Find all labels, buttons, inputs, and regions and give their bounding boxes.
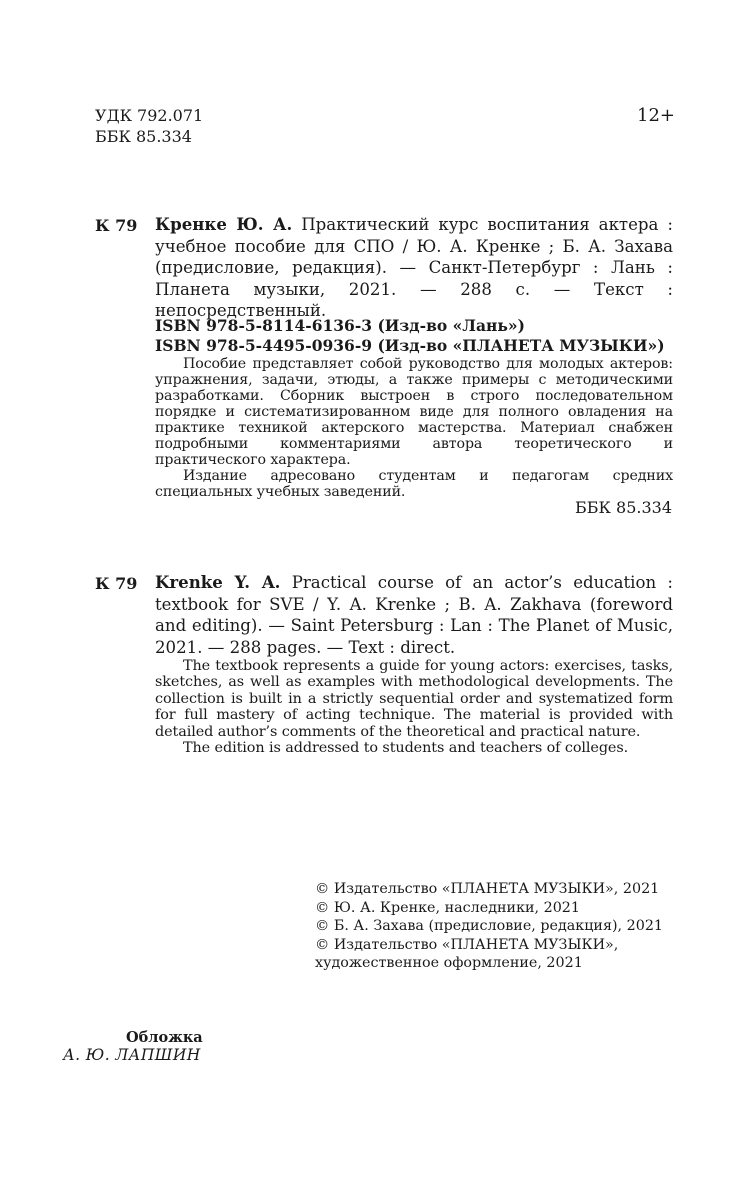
en-classification-code: К 79 xyxy=(95,574,138,593)
ru-bibliographic-entry xyxy=(155,214,673,322)
copyright-line: © Ю. А. Кренке, наследники, 2021 xyxy=(315,899,581,916)
copyright-block xyxy=(315,880,663,973)
copyright-line: © Издательство «ПЛАНЕТА МУЗЫКИ», 2021 xyxy=(315,881,660,897)
udk-code: УДК 792.071 xyxy=(95,106,204,125)
ru-classification-code: К 79 xyxy=(95,216,138,235)
en-annotation-1: The textbook represents a guide for young actors: exercises, tasks, sketches, as well as examples with methodological developments. The collection is built in a strictly sequential order and systematized form for full mastery of acting technique. The material is provided with detailed author’s comments of the theoretical and practical nature. xyxy=(155,658,673,740)
cover-designer: А. Ю. ЛАПШИН xyxy=(63,1046,201,1064)
ru-author: Кренке Ю. А. xyxy=(155,214,293,234)
ru-bbk-footer: ББК 85.334 xyxy=(575,498,672,517)
cover-label: Обложка xyxy=(126,1029,203,1046)
en-bibliographic-entry xyxy=(155,572,673,756)
ru-annotation-2: Издание адресовано студентам и педагогам средних специальных учебных заведений. xyxy=(155,468,673,500)
copyright-line: © Б. А. Захава (предисловие, редакция), 2021 xyxy=(315,918,664,934)
copyright-line: художественное оформление, 2021 xyxy=(315,955,583,971)
en-author: Krenke Y. A. xyxy=(155,572,281,592)
copyright-line: © Издательство «ПЛАНЕТА МУЗЫКИ», xyxy=(315,936,619,953)
ru-citation xyxy=(155,214,673,322)
en-citation-text: Practical course of an actor’s education : textbook for SVE / Y. A. Krenke ; B. A. Zakhava (foreword and editing). — Saint Petersburg : Lan : The Planet of Music, 2021. — 288 pages. — Text : direct. xyxy=(155,573,673,657)
bbk-code: ББК 85.334 xyxy=(95,127,192,146)
ru-citation-text: Практический курс воспитания актера : учебное пособие для СПО / Ю. А. Кренке ; Б. А. Захава (предисловие, редакция). — Санкт-Петербург : Лань : Планета музыки, 2021. — 288 с. — Текст : непосредственный. xyxy=(155,215,673,320)
en-annotation-2: The edition is addressed to students and teachers of colleges. xyxy=(183,740,629,757)
isbn-lan: ISBN 978-5-8114-6136-3 (Изд-во «Лань») xyxy=(155,316,525,335)
age-rating: 12+ xyxy=(637,105,675,126)
header-codes xyxy=(95,105,203,147)
ru-isbn-block xyxy=(155,316,673,500)
en-citation xyxy=(155,572,673,658)
ru-annotation-1: Пособие представляет собой руководство для молодых актеров: упражнения, задачи, этюды, а также примеры с методическими разработками. Сборник выстроен в строго последовательном порядке и систематизированном виде для полного овладения на практике техникой актерского мастерства. Материал снабжен подробными комментариями автора теоретического и практического характера. xyxy=(155,356,673,468)
isbn-planeta: ISBN 978-5-4495-0936-9 (Изд-во «ПЛАНЕТА МУЗЫКИ») xyxy=(155,336,665,355)
